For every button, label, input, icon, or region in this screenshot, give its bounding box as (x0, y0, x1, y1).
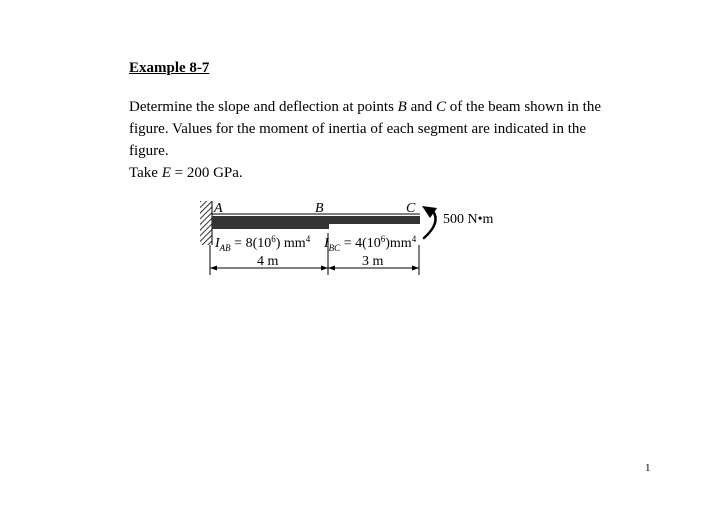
modulus-value: = 200 GPa. (170, 165, 243, 181)
fixed-support-wall (200, 201, 212, 245)
beam-segment-ab (212, 216, 329, 229)
point-b-label: B (315, 201, 324, 216)
inertia-ab-subscript: AB (219, 243, 231, 253)
page-number: 1 (645, 462, 651, 474)
point-c-label: C (406, 201, 416, 216)
problem-sentence (129, 96, 629, 162)
inertia-bc-equals: = 4(10 (340, 236, 381, 251)
inertia-bc-exponent: 6 (380, 234, 386, 244)
dim-arrowhead-bc-right (412, 266, 419, 271)
dim-label-ab: 4 m (257, 254, 279, 269)
example-heading: Example 8-7 (129, 60, 210, 76)
inertia-bc-symbol: I (324, 236, 329, 251)
dim-arrowhead-ab-left (210, 266, 217, 271)
dim-label-bc: 3 m (362, 254, 384, 269)
inertia-bc-unit: )mm (385, 236, 412, 251)
modulus-symbol: E (161, 165, 171, 181)
beam-diagram (195, 195, 515, 285)
inertia-ab-label (214, 234, 311, 253)
problem-text: of the beam shown in the figure. Values for the moment of inertia of each segment are indicated in the figure. (129, 99, 601, 159)
problem-statement (129, 96, 629, 184)
inertia-bc-label (323, 234, 417, 253)
point-a-label: A (214, 201, 223, 216)
point-c-ref: C (436, 99, 447, 115)
point-b-ref: B (397, 99, 407, 115)
inertia-ab-exponent: 6 (271, 234, 276, 244)
given-modulus (129, 162, 629, 184)
dim-arrowhead-bc-left (328, 266, 335, 271)
inertia-bc-unit-exponent: 4 (411, 234, 417, 244)
problem-text: and (406, 99, 437, 115)
moment-label: 500 N•m (443, 212, 494, 227)
given-text: Take (129, 165, 162, 181)
inertia-ab-unit: ) mm (275, 236, 306, 251)
inertia-ab-symbol: I (215, 236, 220, 251)
inertia-bc-subscript: BC (328, 243, 341, 253)
inertia-ab-unit-exponent: 4 (305, 234, 311, 244)
beam-figure (195, 195, 515, 285)
inertia-ab-equals: = 8(10 (230, 236, 272, 251)
problem-text: Determine the slope and deflection at points (129, 99, 398, 115)
beam-segment-bc (329, 216, 420, 224)
dim-arrowhead-ab-right (321, 266, 328, 271)
